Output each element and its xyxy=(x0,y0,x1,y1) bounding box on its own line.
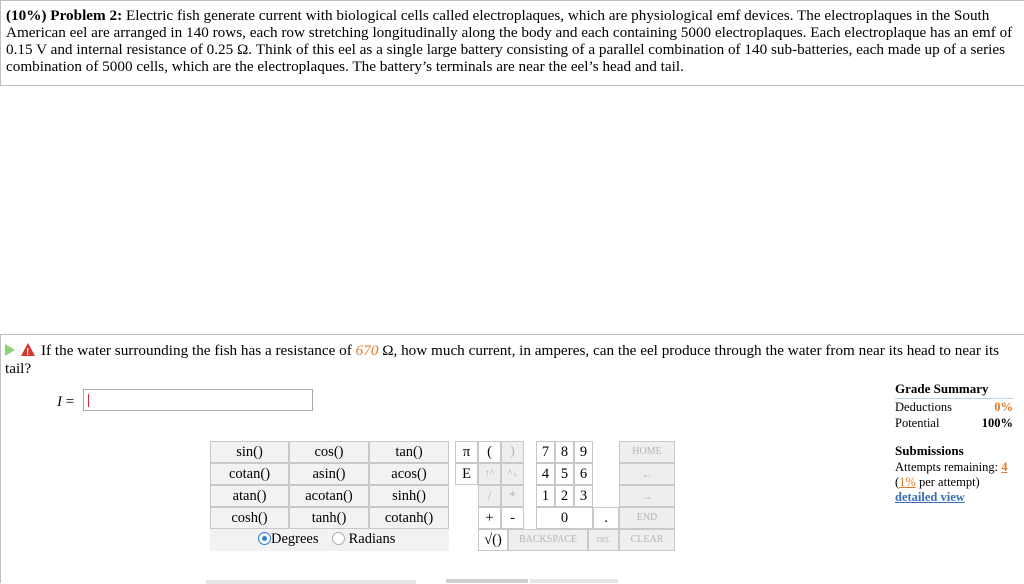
answer-symbol: I xyxy=(57,394,62,410)
per-attempt-text: per attempt) xyxy=(918,475,980,489)
grade-panel xyxy=(895,381,1013,505)
key-5[interactable]: 5 xyxy=(555,463,574,485)
deductions-label: Deductions xyxy=(895,400,952,414)
play-icon[interactable] xyxy=(5,344,15,356)
answer-input[interactable] xyxy=(83,389,313,411)
acotan-button[interactable]: acotan() xyxy=(289,485,369,507)
left-arrow-button[interactable]: ← xyxy=(619,463,675,485)
problem-prefix: (10%) xyxy=(6,7,47,24)
question xyxy=(5,342,1015,378)
cotan-button[interactable]: cotan() xyxy=(210,463,289,485)
submit-button-edge[interactable] xyxy=(446,579,528,583)
potential-label: Potential xyxy=(895,416,940,430)
potential-row xyxy=(895,415,1013,431)
deductions-row xyxy=(895,399,1013,415)
end-button[interactable]: END xyxy=(619,507,675,529)
deductions-value: 0% xyxy=(994,400,1013,414)
question-text-before: If the water surrounding the fish has a resistance of xyxy=(41,342,352,359)
minus-button[interactable]: - xyxy=(501,507,524,529)
radians-radio[interactable] xyxy=(332,532,345,545)
warning-icon xyxy=(21,343,35,356)
radians-label: Radians xyxy=(348,531,396,547)
key-9[interactable]: 9 xyxy=(574,441,593,463)
key-3[interactable]: 3 xyxy=(574,485,593,507)
backspace-button[interactable]: BACKSPACE xyxy=(508,529,588,551)
key-6[interactable]: 6 xyxy=(574,463,593,485)
grade-summary-title: Grade Summary xyxy=(895,381,1013,399)
divide-button[interactable]: / xyxy=(478,485,501,507)
problem-statement xyxy=(0,0,1024,86)
key-7[interactable]: 7 xyxy=(536,441,555,463)
asin-button[interactable]: asin() xyxy=(289,463,369,485)
key-1[interactable]: 1 xyxy=(536,485,555,507)
pi-button[interactable]: π xyxy=(455,441,478,463)
cotanh-button[interactable]: cotanh() xyxy=(369,507,449,529)
answer-equals: = xyxy=(65,394,75,410)
attempts-value: 4 xyxy=(1001,460,1008,474)
multiply-button[interactable]: * xyxy=(501,485,524,507)
angle-mode xyxy=(210,529,449,551)
per-attempt-value: 1% xyxy=(899,475,916,489)
key-dot[interactable]: . xyxy=(593,507,619,529)
tanh-button[interactable]: tanh() xyxy=(289,507,369,529)
degrees-radio[interactable] xyxy=(258,532,271,545)
attempts-remaining xyxy=(895,460,1013,475)
submissions-section xyxy=(895,443,1013,505)
acos-button[interactable]: acos() xyxy=(369,463,449,485)
question-text-after: Ω, how much current, in amperes, can the eel produce through the water from near its head to near its tail? xyxy=(5,342,1000,377)
cos-button[interactable]: cos() xyxy=(289,441,369,463)
attempts-label: Attempts remaining: xyxy=(895,460,999,474)
question-part xyxy=(0,334,1024,583)
down-caret-button[interactable]: ^↓ xyxy=(501,463,524,485)
close-paren-button[interactable]: ) xyxy=(501,441,524,463)
per-attempt xyxy=(895,475,1013,490)
key-0[interactable]: 0 xyxy=(536,507,593,529)
tan-button[interactable]: tan() xyxy=(369,441,449,463)
cosh-button[interactable]: cosh() xyxy=(210,507,289,529)
text-cursor xyxy=(88,394,89,407)
per-attempt-open: ( xyxy=(895,475,900,489)
up-caret-button[interactable]: ↑^ xyxy=(478,463,501,485)
submissions-title: Submissions xyxy=(895,443,964,458)
degrees-option[interactable] xyxy=(258,531,319,548)
key-2[interactable]: 2 xyxy=(555,485,574,507)
key-4[interactable]: 4 xyxy=(536,463,555,485)
sqrt-button[interactable]: √() xyxy=(478,529,508,551)
resistance-value: 670 xyxy=(355,342,379,359)
del-button[interactable]: DEL xyxy=(588,529,619,551)
e-button[interactable]: E xyxy=(455,463,478,485)
key-8[interactable]: 8 xyxy=(555,441,574,463)
potential-value: 100% xyxy=(981,416,1013,430)
open-paren-button[interactable]: ( xyxy=(478,441,501,463)
plus-button[interactable]: + xyxy=(478,507,501,529)
answer-label xyxy=(57,394,74,411)
submit-area-left xyxy=(206,580,416,584)
sinh-button[interactable]: sinh() xyxy=(369,485,449,507)
atan-button[interactable]: atan() xyxy=(210,485,289,507)
degrees-label: Degrees xyxy=(271,531,319,547)
radians-option[interactable] xyxy=(332,531,395,548)
problem-text: Electric fish generate current with biological cells called electroplaques, which are physiological emf devices. The electroplaques in the South American eel are arranged in 140 rows, each row stretching longitudinally along the body and each containing 5000 electroplaques. Each electroplaque has an emf of 0.15 V and internal resistance of 0.25 Ω. Think of this eel as a single large battery consisting of a parallel combination of 140 sub-batteries, each made up of a series combination of 5000 cells, which are the electroplaques. The battery’s terminals are near the eel’s head and tail. xyxy=(6,7,1013,75)
hint-area-edge xyxy=(530,579,618,583)
problem-title: Problem 2: xyxy=(50,7,123,24)
right-arrow-button[interactable]: → xyxy=(619,485,675,507)
sin-button[interactable]: sin() xyxy=(210,441,289,463)
clear-button[interactable]: CLEAR xyxy=(619,529,675,551)
detailed-view-link[interactable]: detailed view xyxy=(895,490,965,504)
home-button[interactable]: HOME xyxy=(619,441,675,463)
